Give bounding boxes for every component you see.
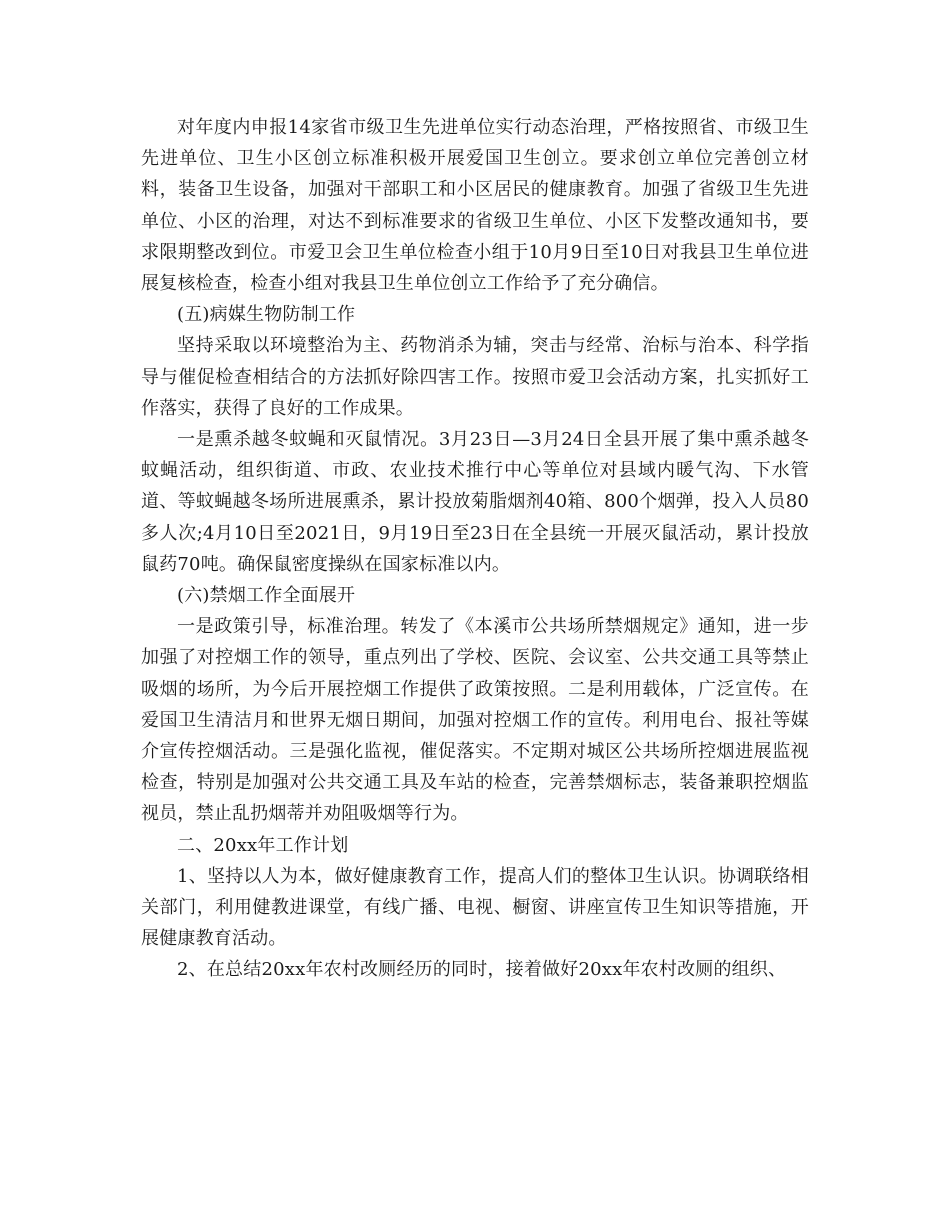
heading-work-plan: 二、20xx年工作计划: [177, 834, 349, 856]
paragraph-plan-item-1: 1、坚持以人为本，做好健康教育工作，提高人们的整体卫生认识。协调联络相关部门，利用健教进课堂，有线广播、电视、橱窗、讲座宣传卫生知识等措施，开展健康教育活动。: [141, 865, 809, 950]
heading-smoking-ban: (六)禁烟工作全面展开: [177, 585, 356, 607]
paragraph-vector-method: 坚持采取以环境整治为主、药物消杀为辅，突击与经常、治标与治本、科学指导与催促检查相结合的方法抓好除四害工作。按照市爱卫会活动方案，扎实抓好工作落实，获得了良好的工作成果。: [141, 335, 809, 419]
document-body: [141, 112, 809, 986]
paragraph-mosquito-rodent: 一是熏杀越冬蚊蝇和灭鼠情况。3月23日—3月24日全县开展了集中熏杀越冬蚊蝇活动，组织街道、市政、农业技术推行中心等单位对县域内暖气沟、下水管道、等蚊蝇越冬场所进展熏杀，累计投放菊脂烟剂40箱、800个烟弹，投入人员80多人次;4月10日至2021日，9月19日至23日在全县统一开展灭鼠活动，累计投放鼠药70吨。确保鼠密度操纵在国家标准以内。: [141, 429, 809, 575]
paragraph-smoking-policy: 一是政策引导，标准治理。转发了《本溪市公共场所禁烟规定》通知，进一步加强了对控烟工作的领导，重点列出了学校、医院、会议室、公共交通工具等禁止吸烟的场所，为今后开展控烟工作提供了政策按照。二是利用载体，广泛宣传。在爱国卫生清洁月和世界无烟日期间，加强对控烟工作的宣传。利用电台、报社等媒介宣传控烟活动。三是强化监视，催促落实。不定期对城区公共场所控烟进展监视检查，特别是加强对公共交通工具及车站的检查，完善禁烟标志，装备兼职控烟监视员，禁止乱扔烟蒂并劝阻吸烟等行为。: [141, 616, 809, 825]
paragraph-plan-item-2: 2、在总结20xx年农村改厕经历的同时，接着做好20xx年农村改厕的组织、: [177, 959, 787, 981]
heading-vector-control: (五)病媒生物防制工作: [177, 304, 356, 326]
paragraph-health-units: 对年度内申报14家省市级卫生先进单位实行动态治理，严格按照省、市级卫生先进单位、卫生小区创立标准积极开展爱国卫生创立。要求创立单位完善创立材料，装备卫生设备，加强对干部职工和小区居民的健康教育。加强了省级卫生先进单位、小区的治理，对达不到标准要求的省级卫生单位、小区下发整改通知书，要求限期整改到位。市爱卫会卫生单位检查小组于10月9日至10日对我县卫生单位进展复核检查，检查小组对我县卫生单位创立工作给予了充分确信。: [141, 117, 809, 295]
